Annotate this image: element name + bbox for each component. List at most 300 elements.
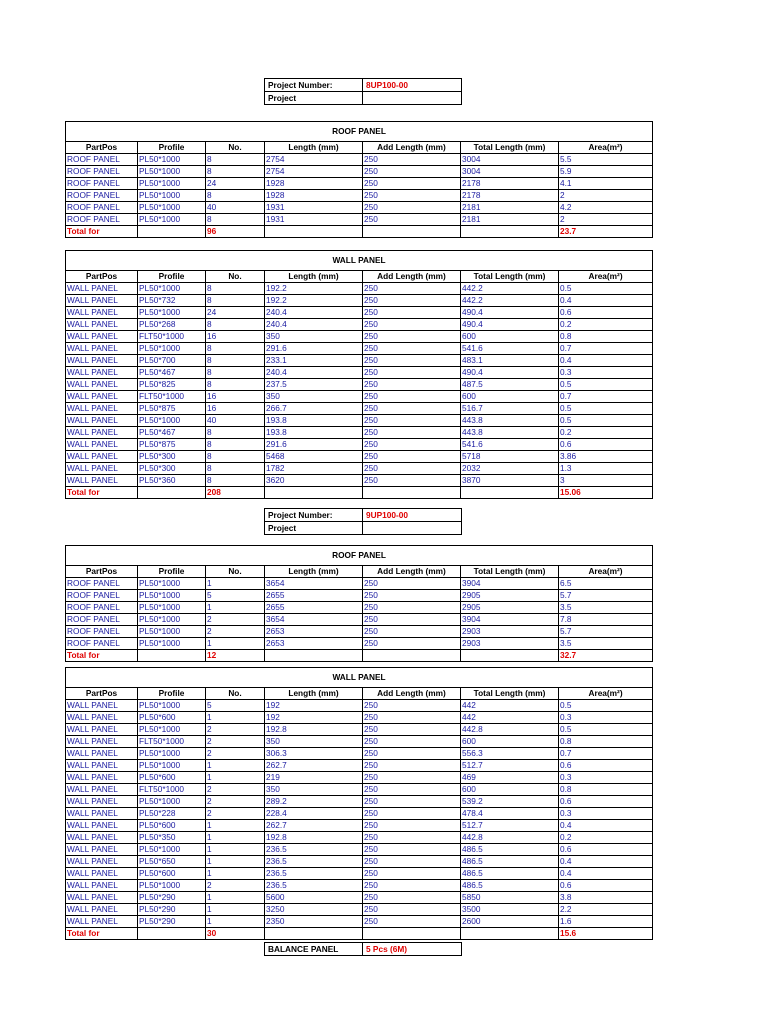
table-cell: 1 (206, 638, 265, 650)
table-cell: PL50*700 (138, 355, 206, 367)
table-cell: PL50*1000 (138, 578, 206, 590)
table-row (66, 451, 653, 463)
table-cell: 5.7 (559, 626, 653, 638)
table-row (66, 415, 653, 427)
table-cell: 3620 (265, 475, 363, 487)
table-cell: PL50*1000 (138, 307, 206, 319)
table-cell: 0.4 (559, 856, 653, 868)
table-cell: 193.8 (265, 427, 363, 439)
column-header: Length (mm) (265, 688, 363, 700)
table-cell: PL50*732 (138, 295, 206, 307)
table-cell: 1 (206, 832, 265, 844)
table-cell: 442 (461, 712, 559, 724)
table-cell: 486.5 (461, 856, 559, 868)
table-cell: 8 (206, 214, 265, 226)
table-row (66, 880, 653, 892)
table-row (66, 700, 653, 712)
table-cell: PL50*300 (138, 463, 206, 475)
table-cell: 8 (206, 319, 265, 331)
table-cell: 2181 (461, 202, 559, 214)
table-cell: WALL PANEL (66, 856, 138, 868)
table-row (66, 214, 653, 226)
table-cell: 3 (559, 475, 653, 487)
table-cell: PL50*1000 (138, 614, 206, 626)
table-cell: 24 (206, 178, 265, 190)
table-cell: 0.2 (559, 832, 653, 844)
table-cell: 240.4 (265, 307, 363, 319)
table-cell: 250 (363, 614, 461, 626)
table-cell: WALL PANEL (66, 283, 138, 295)
total-cell (265, 226, 363, 238)
table-cell: 250 (363, 178, 461, 190)
table-row (66, 820, 653, 832)
table-cell: 2.2 (559, 904, 653, 916)
column-header-row (66, 271, 653, 283)
table-row (66, 343, 653, 355)
table-cell: PL50*1000 (138, 202, 206, 214)
table-cell: PL50*1000 (138, 638, 206, 650)
table-cell: 192 (265, 712, 363, 724)
table-cell: 483.1 (461, 355, 559, 367)
table-cell: 0.8 (559, 331, 653, 343)
table-cell: FLT50*1000 (138, 736, 206, 748)
table-cell: 442 (461, 700, 559, 712)
project-number-value: 9UP100-00 (363, 509, 462, 522)
total-row (66, 650, 653, 662)
table-cell: 1.6 (559, 916, 653, 928)
table-cell: ROOF PANEL (66, 166, 138, 178)
table-cell: 3004 (461, 154, 559, 166)
total-row (66, 487, 653, 499)
table-cell: WALL PANEL (66, 475, 138, 487)
table-row (66, 166, 653, 178)
column-header: Length (mm) (265, 271, 363, 283)
table-cell: 8 (206, 355, 265, 367)
table-cell: PL50*1000 (138, 844, 206, 856)
table-cell: PL50*350 (138, 832, 206, 844)
table-cell: 193.8 (265, 415, 363, 427)
table-cell: WALL PANEL (66, 868, 138, 880)
table-cell: 250 (363, 379, 461, 391)
total-label: Total for (66, 928, 138, 940)
table-cell: 1 (206, 602, 265, 614)
table-cell: ROOF PANEL (66, 154, 138, 166)
table-cell: 262.7 (265, 820, 363, 832)
table-cell: 5.5 (559, 154, 653, 166)
table-cell: 266.7 (265, 403, 363, 415)
table-cell: ROOF PANEL (66, 638, 138, 650)
table-cell: 192.2 (265, 295, 363, 307)
table-cell: 3870 (461, 475, 559, 487)
table-row (66, 295, 653, 307)
table-cell: 0.5 (559, 403, 653, 415)
table-cell: 2653 (265, 626, 363, 638)
table-cell: 2178 (461, 190, 559, 202)
table-cell: 236.5 (265, 868, 363, 880)
table-cell: 442.8 (461, 724, 559, 736)
column-header: Length (mm) (265, 142, 363, 154)
table-cell: PL50*467 (138, 367, 206, 379)
table-cell: 250 (363, 283, 461, 295)
total-area: 23.7 (559, 226, 653, 238)
table-cell: ROOF PANEL (66, 614, 138, 626)
table-cell: 250 (363, 475, 461, 487)
panel-table (65, 667, 653, 940)
total-count: 96 (206, 226, 265, 238)
column-header: No. (206, 566, 265, 578)
table-cell: WALL PANEL (66, 391, 138, 403)
table-cell: 5468 (265, 451, 363, 463)
table-cell: WALL PANEL (66, 808, 138, 820)
table-cell: 236.5 (265, 880, 363, 892)
table-cell: 2178 (461, 178, 559, 190)
table-cell: 8 (206, 166, 265, 178)
section-title-row (66, 546, 653, 566)
table-cell: 600 (461, 331, 559, 343)
table-cell: 250 (363, 590, 461, 602)
table-cell: 3654 (265, 614, 363, 626)
project-label: Project (265, 522, 363, 535)
table-cell: 0.6 (559, 880, 653, 892)
column-header-row (66, 566, 653, 578)
table-cell: 1931 (265, 214, 363, 226)
table-cell: 8 (206, 379, 265, 391)
table-cell: 2905 (461, 590, 559, 602)
table-cell: 219 (265, 772, 363, 784)
total-cell (461, 226, 559, 238)
table-cell: 1 (206, 904, 265, 916)
table-cell: PL50*1000 (138, 590, 206, 602)
table-cell: 490.4 (461, 319, 559, 331)
table-cell: 250 (363, 638, 461, 650)
column-header: Total Length (mm) (461, 566, 559, 578)
total-cell (363, 487, 461, 499)
table-cell: 2903 (461, 626, 559, 638)
table-row (66, 590, 653, 602)
section-title-row (66, 122, 653, 142)
table-cell: 250 (363, 307, 461, 319)
table-row (66, 578, 653, 590)
table-cell: 2 (559, 214, 653, 226)
table-cell: 1782 (265, 463, 363, 475)
project-number-label: Project Number: (265, 79, 363, 92)
column-header: Profile (138, 688, 206, 700)
table-row (66, 319, 653, 331)
table-cell: 0.5 (559, 724, 653, 736)
table-cell: WALL PANEL (66, 367, 138, 379)
table-cell: WALL PANEL (66, 712, 138, 724)
table-cell: 1931 (265, 202, 363, 214)
table-cell: PL50*875 (138, 439, 206, 451)
table-cell: 0.6 (559, 439, 653, 451)
table-cell: 0.4 (559, 355, 653, 367)
table-cell: 306.3 (265, 748, 363, 760)
table-cell: PL50*1000 (138, 178, 206, 190)
table-cell: 3904 (461, 614, 559, 626)
table-cell: FLT50*1000 (138, 391, 206, 403)
table-row (66, 796, 653, 808)
table-row (66, 463, 653, 475)
table-cell: 0.2 (559, 319, 653, 331)
column-header: Area(m²) (559, 142, 653, 154)
table-cell: 250 (363, 439, 461, 451)
column-header: Add Length (mm) (363, 142, 461, 154)
balance-value: 5 Pcs (6M) (363, 943, 462, 956)
table-cell: PL50*268 (138, 319, 206, 331)
table-cell: 0.3 (559, 712, 653, 724)
table-cell: 539.2 (461, 796, 559, 808)
table-cell: 2754 (265, 166, 363, 178)
table-cell: 250 (363, 202, 461, 214)
table-cell: 0.6 (559, 844, 653, 856)
column-header: Add Length (mm) (363, 271, 461, 283)
table-cell: PL50*1000 (138, 748, 206, 760)
table-cell: 250 (363, 463, 461, 475)
table-cell: 0.6 (559, 796, 653, 808)
table-cell: PL50*290 (138, 904, 206, 916)
total-cell (265, 928, 363, 940)
table-cell: 442.2 (461, 283, 559, 295)
table-cell: PL50*1000 (138, 214, 206, 226)
table-row (66, 916, 653, 928)
table-cell: 512.7 (461, 820, 559, 832)
section-title: WALL PANEL (66, 668, 653, 688)
table-cell: 1 (206, 868, 265, 880)
table-cell: 7.8 (559, 614, 653, 626)
table-cell: 250 (363, 415, 461, 427)
total-label: Total for (66, 487, 138, 499)
table-cell: ROOF PANEL (66, 590, 138, 602)
table-cell: 0.8 (559, 784, 653, 796)
table-cell: 486.5 (461, 880, 559, 892)
panel-table (65, 121, 653, 238)
column-header: Total Length (mm) (461, 271, 559, 283)
table-cell: 250 (363, 319, 461, 331)
table-cell: WALL PANEL (66, 760, 138, 772)
table-cell: 250 (363, 712, 461, 724)
column-header-row (66, 142, 653, 154)
table-cell: 487.5 (461, 379, 559, 391)
table-cell: 1 (206, 712, 265, 724)
table-cell: WALL PANEL (66, 880, 138, 892)
table-cell: 2032 (461, 463, 559, 475)
project-value (363, 92, 462, 105)
table-cell: 233.1 (265, 355, 363, 367)
column-header: Profile (138, 142, 206, 154)
table-row (66, 638, 653, 650)
table-row (66, 868, 653, 880)
column-header: PartPos (66, 271, 138, 283)
table-cell: 1 (206, 760, 265, 772)
column-header: No. (206, 271, 265, 283)
table-cell: 250 (363, 154, 461, 166)
table-cell: 250 (363, 772, 461, 784)
table-row (66, 283, 653, 295)
table-cell: 236.5 (265, 844, 363, 856)
table-cell: PL50*1000 (138, 190, 206, 202)
table-cell: 0.5 (559, 379, 653, 391)
table-cell: 250 (363, 916, 461, 928)
table-cell: 250 (363, 880, 461, 892)
table-cell: 8 (206, 475, 265, 487)
table-cell: 250 (363, 724, 461, 736)
column-header: Total Length (mm) (461, 142, 559, 154)
table-cell: 250 (363, 892, 461, 904)
table-cell: 469 (461, 772, 559, 784)
table-cell: PL50*600 (138, 712, 206, 724)
table-cell: ROOF PANEL (66, 602, 138, 614)
table-cell: ROOF PANEL (66, 626, 138, 638)
table-cell: 541.6 (461, 343, 559, 355)
table-cell: 8 (206, 154, 265, 166)
table-row (66, 178, 653, 190)
table-cell: WALL PANEL (66, 439, 138, 451)
table-cell: WALL PANEL (66, 319, 138, 331)
table-cell: 16 (206, 391, 265, 403)
total-count: 12 (206, 650, 265, 662)
table-cell: 8 (206, 463, 265, 475)
table-cell: PL50*1000 (138, 724, 206, 736)
table-cell: WALL PANEL (66, 295, 138, 307)
table-cell: WALL PANEL (66, 796, 138, 808)
balance-label: BALANCE PANEL (265, 943, 363, 956)
total-row (66, 928, 653, 940)
table-cell: 40 (206, 415, 265, 427)
table-cell: 0.7 (559, 748, 653, 760)
table-cell: 250 (363, 796, 461, 808)
table-cell: PL50*1000 (138, 415, 206, 427)
table-cell: PL50*600 (138, 820, 206, 832)
column-header: No. (206, 688, 265, 700)
table-cell: 5600 (265, 892, 363, 904)
table-cell: 8 (206, 367, 265, 379)
table-cell: 250 (363, 166, 461, 178)
table-row (66, 772, 653, 784)
table-cell: 0.2 (559, 427, 653, 439)
section-title-row (66, 251, 653, 271)
table-cell: 24 (206, 307, 265, 319)
table-cell: 0.7 (559, 391, 653, 403)
table-cell: 250 (363, 760, 461, 772)
table-cell: 556.3 (461, 748, 559, 760)
table-cell: ROOF PANEL (66, 190, 138, 202)
table-cell: WALL PANEL (66, 820, 138, 832)
table-cell: 486.5 (461, 868, 559, 880)
table-cell: 8 (206, 343, 265, 355)
table-cell: WALL PANEL (66, 427, 138, 439)
table-cell: WALL PANEL (66, 463, 138, 475)
table-cell: 5.7 (559, 590, 653, 602)
total-row (66, 226, 653, 238)
table-cell: 2655 (265, 602, 363, 614)
table-cell: WALL PANEL (66, 784, 138, 796)
project-value (363, 522, 462, 535)
total-cell (363, 928, 461, 940)
table-cell: 443.8 (461, 427, 559, 439)
total-cell (138, 650, 206, 662)
table-row (66, 307, 653, 319)
table-cell: 1 (206, 820, 265, 832)
table-cell: 2 (206, 796, 265, 808)
table-cell: PL50*650 (138, 856, 206, 868)
table-cell: 2 (559, 190, 653, 202)
table-cell: 1 (206, 916, 265, 928)
table-cell: 1 (206, 892, 265, 904)
column-header: Area(m²) (559, 688, 653, 700)
table-cell: 4.1 (559, 178, 653, 190)
table-row (66, 808, 653, 820)
column-header: No. (206, 142, 265, 154)
table-cell: 3004 (461, 166, 559, 178)
total-cell (461, 928, 559, 940)
table-cell: 250 (363, 331, 461, 343)
table-cell: 250 (363, 578, 461, 590)
table-cell: 250 (363, 904, 461, 916)
table-cell: ROOF PANEL (66, 214, 138, 226)
table-cell: 8 (206, 451, 265, 463)
table-cell: 2653 (265, 638, 363, 650)
table-cell: 350 (265, 391, 363, 403)
table-cell: PL50*600 (138, 772, 206, 784)
section-title: ROOF PANEL (66, 122, 653, 142)
table-row (66, 724, 653, 736)
table-cell: 5 (206, 590, 265, 602)
table-cell: WALL PANEL (66, 904, 138, 916)
section-title-row (66, 668, 653, 688)
table-cell: PL50*290 (138, 916, 206, 928)
table-cell: 3654 (265, 578, 363, 590)
table-cell: 486.5 (461, 844, 559, 856)
project-label: Project (265, 92, 363, 105)
table-cell: PL50*228 (138, 808, 206, 820)
table-cell: ROOF PANEL (66, 178, 138, 190)
table-cell: 442.2 (461, 295, 559, 307)
total-area: 32.7 (559, 650, 653, 662)
table-cell: 0.5 (559, 283, 653, 295)
table-cell: PL50*360 (138, 475, 206, 487)
table-cell: 2 (206, 748, 265, 760)
table-cell: 250 (363, 295, 461, 307)
table-cell: PL50*290 (138, 892, 206, 904)
table-cell: 0.5 (559, 415, 653, 427)
table-cell: 250 (363, 626, 461, 638)
table-cell: 0.4 (559, 295, 653, 307)
table-row (66, 844, 653, 856)
table-cell: 8 (206, 427, 265, 439)
table-cell: 2903 (461, 638, 559, 650)
table-row (66, 202, 653, 214)
table-cell: 1 (206, 856, 265, 868)
column-header: Profile (138, 271, 206, 283)
table-cell: 2 (206, 736, 265, 748)
table-cell: 3500 (461, 904, 559, 916)
table-cell: 2754 (265, 154, 363, 166)
project-number-label: Project Number: (265, 509, 363, 522)
table-cell: 250 (363, 427, 461, 439)
table-cell: 2 (206, 808, 265, 820)
table-cell: WALL PANEL (66, 772, 138, 784)
column-header: Total Length (mm) (461, 688, 559, 700)
total-cell (138, 487, 206, 499)
table-row (66, 736, 653, 748)
table-cell: 490.4 (461, 367, 559, 379)
table-cell: FLT50*1000 (138, 784, 206, 796)
section-title: ROOF PANEL (66, 546, 653, 566)
column-header: PartPos (66, 142, 138, 154)
table-cell: WALL PANEL (66, 331, 138, 343)
table-cell: 0.8 (559, 736, 653, 748)
table-cell: 2 (206, 880, 265, 892)
